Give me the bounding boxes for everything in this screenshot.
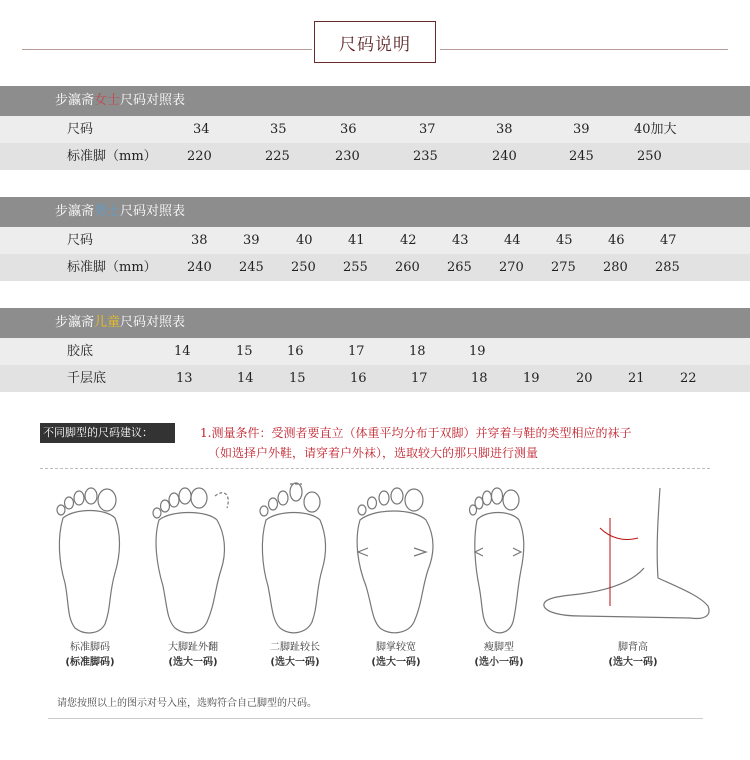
kids-rubber-sole-cell: 19 [469,344,486,359]
guide-tab-label: 不同脚型的尺码建议： [40,423,175,443]
standard-foot-illustration [45,478,135,638]
kids-cloth-sole-cell: 14 [237,371,254,386]
men-size-cell: 42 [400,233,417,248]
slim-foot-caption [444,640,554,670]
bottom-divider [48,718,703,719]
foot-size-advice: (选大一码) [168,657,218,668]
guide-dashed-divider [40,468,710,469]
women-size-cell: 35 [270,122,287,137]
kids-cloth-sole-cell: 21 [628,371,645,386]
kids-cloth-sole-cell: 18 [471,371,488,386]
men-size-cell: 38 [191,233,208,248]
women-size-row [0,116,750,143]
men-header-suffix: 尺码对照表 [120,204,186,219]
women-foot-cell: 220 [187,149,212,164]
long-second-toe-illustration [250,478,340,638]
women-size-cell: 39 [573,122,590,137]
men-foot-cell: 270 [499,260,524,275]
women-foot-label: 标准脚（mm） [67,149,157,164]
standard-foot-caption [35,640,145,670]
foot-type-name: 瘦脚型 [484,642,514,653]
kids-rubber-sole-cell: 14 [174,344,191,359]
men-foot-cell: 280 [603,260,628,275]
men-size-cell: 46 [608,233,625,248]
kids-cloth-sole-cell: 17 [411,371,428,386]
women-size-cell: 36 [340,122,357,137]
women-size-table [0,86,750,170]
men-header-brand: 步瀛斋 [55,204,95,219]
foot-type-name: 大脚趾外翻 [168,642,218,653]
kids-cloth-sole-row [0,365,750,392]
men-size-cell: 47 [660,233,677,248]
wide-foot-illustration [350,478,440,638]
long-second-toe-caption [240,640,350,670]
women-foot-cell: 250 [637,149,662,164]
men-size-cell: 43 [452,233,469,248]
kids-cloth-sole-cell: 16 [350,371,367,386]
men-foot-cell: 255 [343,260,368,275]
high-instep-caption [578,640,688,670]
bunion-foot-icon [145,478,235,638]
women-header-accent: 女士 [94,93,121,108]
kids-cloth-sole-label: 千层底 [67,371,107,386]
wide-foot-icon [350,478,440,638]
measurement-note [200,423,740,463]
slim-foot-icon [455,478,545,638]
men-header-accent: 男士 [94,204,121,219]
foot-size-advice: (选小一码) [474,657,524,668]
page-title: 尺码说明 [314,21,436,63]
kids-cloth-sole-cell: 13 [176,371,193,386]
men-size-cell: 40 [296,233,313,248]
women-size-cell: 40加大 [634,122,677,137]
kids-rubber-sole-cell: 18 [409,344,426,359]
foot-type-name: 标准脚码 [70,642,110,653]
men-size-cell: 44 [504,233,521,248]
men-foot-label: 标准脚（mm） [67,260,157,275]
women-size-cell: 38 [496,122,513,137]
kids-header-suffix: 尺码对照表 [120,315,186,330]
measurement-note-line1: 1.测量条件：受测者要直立（体重平均分布于双脚）并穿着与鞋的类型相应的袜子 [200,426,632,440]
women-size-label: 尺码 [67,122,94,137]
men-foot-cell: 275 [551,260,576,275]
men-size-table [0,197,750,281]
men-table-header [0,197,750,227]
men-foot-cell: 260 [395,260,420,275]
foot-type-name: 脚背高 [618,642,648,653]
women-foot-cell: 245 [569,149,594,164]
men-size-cell: 41 [348,233,365,248]
women-header-suffix: 尺码对照表 [120,93,186,108]
women-foot-row [0,143,750,170]
foot-shape-guide [0,400,750,760]
kids-header-brand: 步瀛斋 [55,315,95,330]
kids-rubber-sole-cell: 15 [236,344,253,359]
women-foot-cell: 225 [265,149,290,164]
kids-size-table [0,308,750,392]
women-foot-cell: 230 [335,149,360,164]
kids-rubber-sole-row [0,338,750,365]
foot-size-advice: (选大一码) [608,657,658,668]
men-foot-cell: 265 [447,260,472,275]
men-foot-cell: 240 [187,260,212,275]
high-instep-icon [540,478,720,638]
men-foot-cell: 245 [239,260,264,275]
women-size-cell: 34 [193,122,210,137]
foot-size-advice: (标准脚码) [65,657,115,668]
men-foot-cell: 250 [291,260,316,275]
women-foot-cell: 240 [492,149,517,164]
guide-footer-note: 请您按照以上的图示对号入座，选购符合自己脚型的尺码。 [57,698,317,709]
kids-rubber-sole-cell: 16 [287,344,304,359]
title-divider-right [440,49,728,50]
men-foot-cell: 285 [655,260,680,275]
section-title-bar [0,12,750,62]
kids-cloth-sole-cell: 15 [289,371,306,386]
women-header-brand: 步瀛斋 [55,93,95,108]
men-foot-row [0,254,750,281]
men-size-cell: 39 [243,233,260,248]
slim-foot-illustration [455,478,545,638]
men-size-label: 尺码 [67,233,94,248]
foot-type-name: 二脚趾较长 [270,642,320,653]
bunion-foot-illustration [145,478,235,638]
women-table-header [0,86,750,116]
bunion-foot-caption [138,640,248,670]
women-foot-cell: 235 [413,149,438,164]
kids-cloth-sole-cell: 20 [576,371,593,386]
women-size-cell: 37 [419,122,436,137]
high-instep-illustration [540,478,720,638]
standard-foot-icon [45,478,135,638]
long-second-toe-icon [250,478,340,638]
foot-size-advice: (选大一码) [371,657,421,668]
kids-cloth-sole-cell: 22 [680,371,697,386]
men-size-cell: 45 [556,233,573,248]
kids-cloth-sole-cell: 19 [523,371,540,386]
title-divider-left [22,49,312,50]
men-size-row [0,227,750,254]
kids-rubber-sole-label: 胶底 [67,344,94,359]
kids-rubber-sole-cell: 17 [348,344,365,359]
kids-table-header [0,308,750,338]
measurement-note-line2: （如选择户外鞋，请穿着户外袜），选取较大的那只脚进行测量 [208,446,539,460]
foot-type-name: 脚掌较宽 [376,642,416,653]
kids-header-accent: 儿童 [94,315,121,330]
foot-size-advice: (选大一码) [270,657,320,668]
wide-foot-caption [341,640,451,670]
